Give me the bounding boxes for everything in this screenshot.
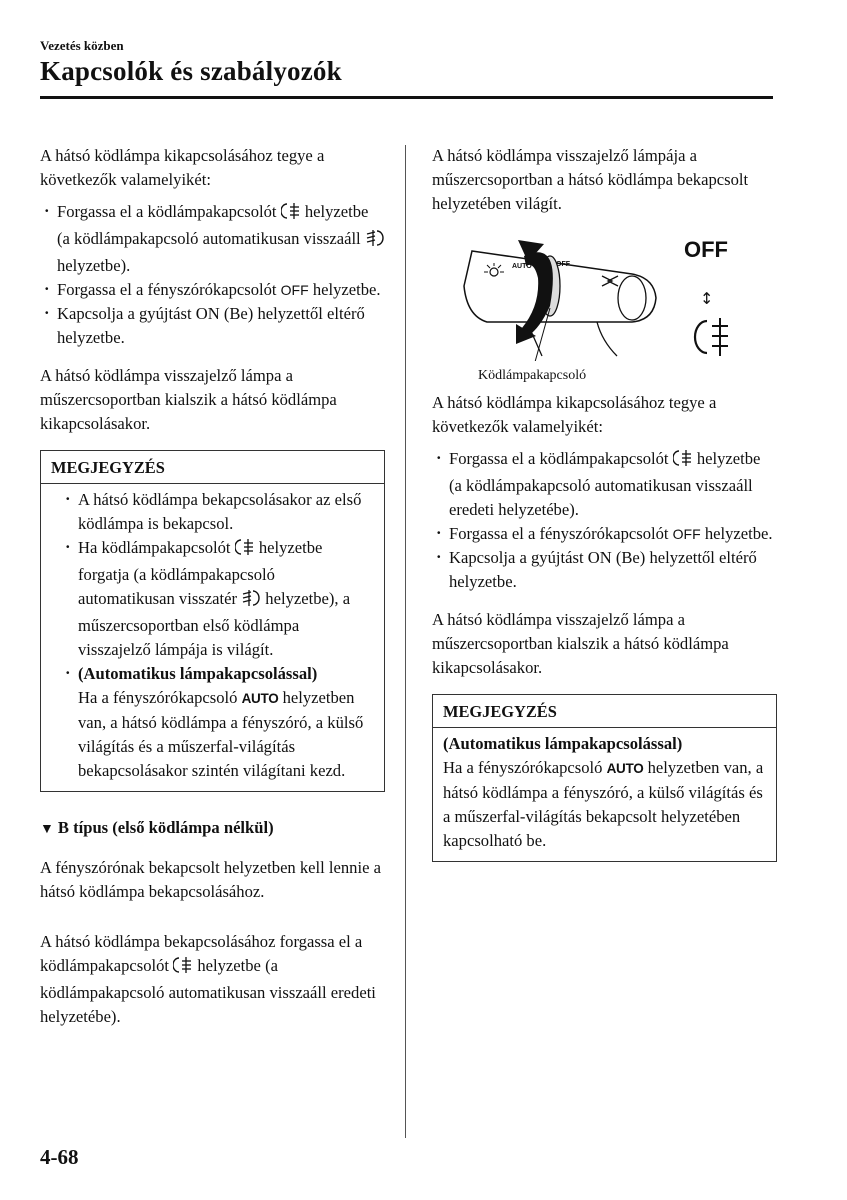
right-bullet-1: · Forgassa el a ködlámpakapcsolót helyzetbe (a ködlámpakapcsoló automatikusan visszaáll eredeti helyzetébe).: [432, 447, 777, 522]
left-bullet-1: · Forgassa el a ködlámpakapcsolót helyzetbe (a ködlámpakapcsoló automatikusan visszaáll helyzetbe).: [40, 200, 385, 278]
left-bullet-list: [40, 200, 385, 350]
rear-fog-lamp-icon: [281, 202, 301, 227]
off-legend-label: OFF: [684, 237, 728, 262]
right-column: [432, 144, 777, 862]
column-divider: [405, 145, 406, 1138]
auto-symbol: AUTO: [606, 761, 644, 776]
right-intro: A hátsó ködlámpa kikapcsolásához tegye a következők valamelyikét:: [432, 393, 717, 436]
section-label: Vezetés közben: [40, 38, 124, 53]
right-paragraph-1: A hátsó ködlámpa visszajelző lámpája a műszercsoportban a hátsó ködlámpa bekapcsolt helyzetében világít.: [432, 146, 749, 213]
note-bullet-3: · (Automatikus lámpakapcsolással) Ha a fényszórókapcsoló AUTO helyzetben van, a hátsó ködlámpa a fényszóró, a külső világítás és a műszerfal-világítás bekapcsolásakor szintén világítani kezd.: [61, 662, 374, 783]
auto-symbol: AUTO: [241, 691, 279, 706]
note-heading: MEGJEGYZÉS: [41, 451, 384, 484]
page-number: 4-68: [40, 1145, 79, 1169]
subheading: ▼ B típus (első ködlámpa nélkül): [40, 818, 274, 837]
switch-off-label: OFF: [556, 261, 570, 268]
rear-fog-lamp-icon: [673, 449, 693, 474]
triangle-marker-icon: ▼: [40, 822, 54, 837]
note-heading: MEGJEGYZÉS: [433, 695, 776, 728]
right-bullet-2: · Forgassa el a fényszórókapcsolót OFF helyzetbe.: [432, 522, 777, 546]
figure-caption: Ködlámpakapcsoló: [478, 368, 587, 383]
title-rule: [40, 96, 773, 99]
left-paragraph-3: A fényszórónak bekapcsolt helyzetben kell lennie a hátsó ködlámpa bekapcsolásához.: [40, 858, 381, 901]
rear-fog-lamp-legend-icon: [695, 318, 728, 356]
left-column: [40, 144, 385, 1029]
off-symbol: OFF: [280, 282, 309, 298]
left-paragraph-4: A hátsó ködlámpa bekapcsolásához forgassa el a ködlámpakapcsolót helyzetbe (a ködlámpakapcsoló automatikusan visszaáll eredeti helyzetébe).: [40, 932, 376, 1026]
fog-switch-figure: [432, 236, 777, 391]
note-bullet-2: · Ha ködlámpakapcsolót helyzetbe forgatja (a ködlámpakapcsoló automatikusan visszatér helyzetbe), a műszercsoportban első ködlámpa visszajelző lámpája is világít.: [61, 536, 374, 662]
left-bullet-3: · Kapcsolja a gyújtást ON (Be) helyzettől eltérő helyzetbe.: [40, 302, 385, 350]
right-bullet-list: [432, 447, 777, 594]
right-paragraph-2: A hátsó ködlámpa visszajelző lámpa a műszercsoportban kialszik a hátsó ködlámpa kikapcsolásakor.: [432, 610, 729, 677]
right-bullet-3: · Kapcsolja a gyújtást ON (Be) helyzettől eltérő helyzetbe.: [432, 546, 777, 594]
front-fog-lamp-icon: [365, 229, 385, 254]
note-paragraph: (Automatikus lámpakapcsolással) Ha a fényszórókapcsoló AUTO helyzetben van, a hátsó ködlámpa a fényszóró, a külső világítás és a műszerfal-világítás bekapcsolt helyzetében kapcsolható be.: [443, 734, 764, 850]
up-down-arrow-icon: ↕: [700, 289, 714, 308]
note-box-left: [40, 450, 385, 792]
off-symbol: OFF: [672, 526, 701, 542]
rear-fog-lamp-icon: [235, 538, 255, 563]
front-fog-lamp-icon: [241, 589, 261, 614]
note-bullet-list: [51, 488, 374, 783]
note-body: [433, 728, 776, 861]
switch-auto-label: AUTO: [512, 263, 532, 270]
left-bullet-2: · Forgassa el a fényszórókapcsolót OFF helyzetbe.: [40, 278, 385, 302]
left-paragraph-2: A hátsó ködlámpa visszajelző lámpa a műszercsoportban kialszik a hátsó ködlámpa kikapcsolásakor.: [40, 366, 337, 433]
note-box-right: [432, 694, 777, 862]
note-body: [41, 484, 384, 791]
note-bullet-1: · A hátsó ködlámpa bekapcsolásakor az első ködlámpa is bekapcsol.: [61, 488, 374, 536]
rear-fog-lamp-icon: [173, 956, 193, 981]
left-intro: A hátsó ködlámpa kikapcsolásához tegye a következők valamelyikét:: [40, 146, 325, 189]
page-title: Kapcsolók és szabályozók: [40, 56, 342, 86]
